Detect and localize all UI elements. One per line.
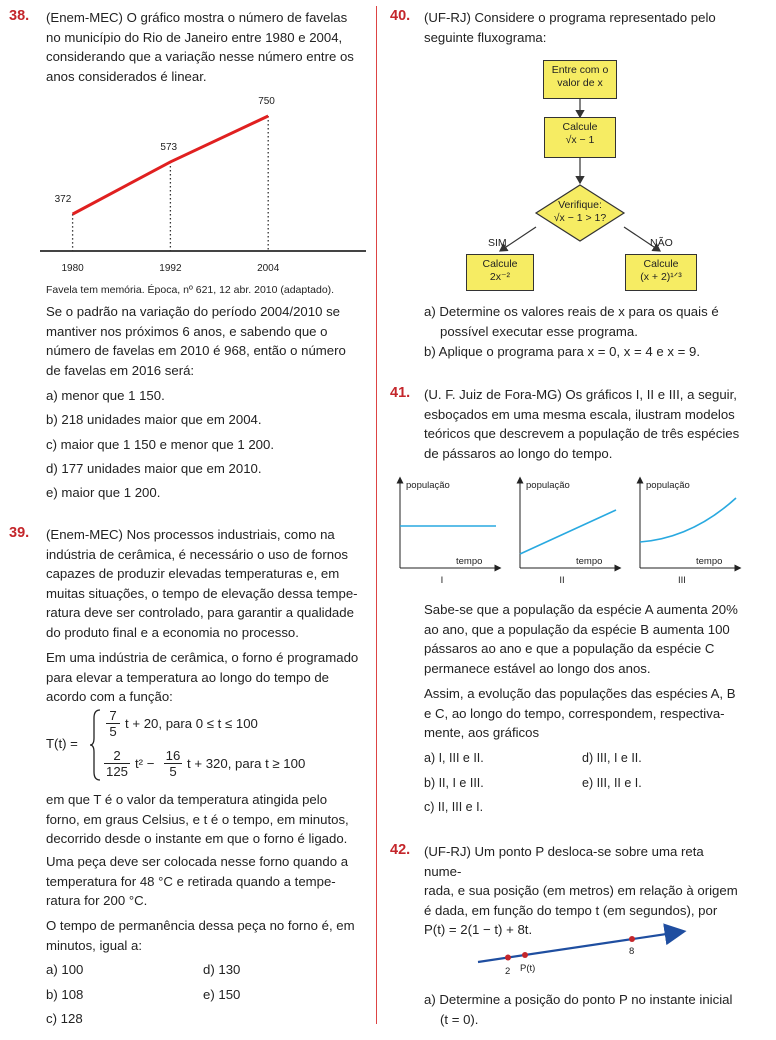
q41-intro-line: teóricos que descrevem a população de três espécies	[424, 426, 740, 441]
q41-intro-line: (U. F. Juiz de Fora-MG) Os gráficos I, II e III, a seguir,	[424, 387, 737, 402]
fc-right-line: (x + 2)¹ᐟ³	[640, 271, 682, 283]
q38-body-line: de favelas em 2016 será:	[46, 362, 195, 378]
fc-start-line: valor de x	[557, 77, 603, 89]
q39-body-line: minutos, igual a:	[46, 937, 143, 953]
point-p	[522, 952, 528, 958]
chart-data-label: 372	[54, 194, 72, 206]
chart-tick-label: 2004	[257, 263, 280, 274]
q39-body-line: em que T é o valor da temperatura atingida pelo	[46, 792, 328, 807]
q38-body	[46, 302, 366, 380]
q39-body4	[46, 916, 366, 955]
q39-option-c: c) 128	[46, 1011, 83, 1026]
q38-option-d: d) 177 unidades maior que em 2010.	[46, 461, 262, 476]
graph-2-curve	[520, 510, 616, 554]
q39-body-line: Uma peça deve ser colocada nesse forno quando a	[46, 854, 349, 869]
q38-option-a: a) menor que 1 150.	[46, 388, 165, 403]
q41-option-b: b) II, I e III.	[424, 776, 484, 790]
q40-number: 40.	[390, 8, 411, 24]
q40-item-line: possível executar esse programa.	[440, 323, 638, 339]
graph-1-ylabel: população	[406, 480, 450, 491]
q38-body-line: mantiver nos próximos 6 anos, e sabendo que o	[46, 323, 328, 339]
graph-3-curve	[640, 498, 736, 542]
favelas-line-chart	[40, 90, 370, 280]
q42-item-line: (t = 0).	[440, 1011, 479, 1027]
q38-option-c: c) maior que 1 150 e menor que 1 200.	[46, 437, 274, 452]
population-graphs	[392, 472, 742, 588]
q38-intro-line: (Enem-MEC) O gráfico mostra o número de favelas	[46, 10, 348, 25]
q39-body-line: ratura for 200 °C.	[46, 893, 148, 908]
q40-intro	[424, 8, 744, 47]
graph-1	[400, 480, 498, 586]
row2-mid: t² −	[135, 756, 155, 771]
column-divider	[376, 6, 377, 1024]
brace-icon	[90, 708, 102, 782]
q39-body3	[46, 852, 366, 911]
flowchart-check-text	[536, 199, 624, 225]
q41-intro	[424, 385, 744, 463]
q42-number: 42.	[390, 842, 411, 858]
point-8	[629, 936, 635, 942]
q39-number: 39.	[9, 525, 30, 541]
q41-body-line: e C, ao longo do tempo, correspondem, respectiva-	[424, 705, 725, 721]
q42-item-a	[424, 990, 754, 1029]
q38-option-b: b) 218 unidades maior que em 2004.	[46, 412, 262, 427]
q40-item-a	[424, 302, 744, 341]
q40-intro-line: seguinte fluxograma:	[424, 29, 547, 45]
frac2	[104, 748, 130, 779]
q40-intro-line: (UF-RJ) Considere o programa representado pelo	[424, 10, 716, 25]
q39-body-line: para elevar a temperatura ao longo do tempo de	[46, 669, 329, 685]
q39-body-line: acordo com a função:	[46, 689, 173, 704]
q39-intro-line: do produto final e a economia no processo.	[46, 624, 299, 640]
q41-option-d: d) III, I e II.	[582, 751, 642, 765]
q39-body-line: Em uma indústria de cerâmica, o forno é programado	[46, 650, 359, 665]
q38-intro	[46, 8, 366, 86]
q41-body-line: Assim, a evolução das populações das espécies A, B	[424, 686, 736, 701]
q39-option-e: e) 150	[203, 987, 241, 1002]
q38-number: 38.	[9, 8, 30, 24]
flowchart-yes-label: SIM	[488, 237, 507, 249]
q39-intro-line: ratura deve ser controlado, para garantir a qualidade	[46, 605, 354, 620]
label-p: P(t)	[520, 963, 536, 974]
graph-2	[520, 480, 618, 586]
q38-option-e: e) maior que 1 200.	[46, 485, 161, 500]
q40-item-line: a) Determine os valores reais de x para os quais é	[424, 304, 719, 319]
q41-option-e: e) III, II e I.	[582, 776, 642, 790]
q38-body-line: Se o padrão na variação do período 2004/2010 se	[46, 304, 341, 319]
frac3-denominator: 5	[169, 764, 177, 779]
flowchart-left-box	[466, 254, 534, 291]
graph-3-ylabel: população	[646, 480, 690, 491]
q39-body1	[46, 648, 366, 707]
q42-intro-line: é dada, em função do tempo t (em segundos), por	[424, 902, 718, 918]
fc-calc-line: Calcule	[562, 121, 598, 133]
graph-3-name: III	[678, 575, 686, 586]
point-2	[505, 955, 511, 961]
label-8: 8	[629, 946, 635, 957]
q39-intro-line: indústria de cerâmica, é necessário o uso de fornos	[46, 546, 349, 562]
q41-body-line: ao ano, que a população da espécie B aumenta 100	[424, 621, 730, 637]
q39-body-line: forno, em graus Celsius, e t é o tempo, em minutos,	[46, 811, 349, 827]
q38-body-line: número de favelas em 2010 é 968, então o número	[46, 343, 346, 358]
graph-3-xlabel: tempo	[696, 556, 723, 567]
q39-body-line: temperatura for 48 °C e retirada quando a tempe-	[46, 873, 336, 889]
label-2: 2	[505, 966, 511, 977]
frac1-denominator: 5	[109, 724, 117, 739]
fc-right-line: Calcule	[643, 258, 679, 270]
fc-check-line: √x − 1 > 1?	[553, 212, 607, 224]
piecewise-function	[46, 708, 366, 788]
q39-option-d: d) 130	[203, 962, 241, 977]
q39-intro	[46, 525, 366, 642]
fc-left-line: 2x⁻²	[489, 271, 511, 283]
q41-body-line: Sabe-se que a população da espécie A aumenta 20%	[424, 602, 738, 617]
frac3	[164, 748, 182, 779]
q38-intro-line: anos considerados é linear.	[46, 68, 207, 84]
q41-body-line: permanece estável ao longo dos anos.	[424, 660, 651, 676]
q40-item-b: b) Aplique o programa para x = 0, x = 4 e x = 9.	[424, 344, 701, 359]
graph-3	[640, 480, 738, 586]
frac1-numerator: 7	[106, 708, 120, 724]
flowchart-right-box	[625, 254, 697, 291]
q41-intro-line: esboçados em uma mesma escala, ilustram modelos	[424, 406, 735, 422]
flowchart-start-box	[543, 60, 617, 99]
fc-calc-line: √x − 1	[565, 134, 595, 146]
q42-intro-line: rada, e sua posição (em metros) em relação à origem	[424, 883, 738, 898]
q41-number: 41.	[390, 385, 411, 401]
q41-option-a: a) I, III e II.	[424, 751, 484, 765]
q39-intro-line: capazes de produzir elevadas temperaturas e, em	[46, 566, 340, 581]
flowchart-calc-box	[544, 117, 616, 158]
chart-data-label: 750	[258, 96, 275, 107]
q41-body-line: mente, aos gráficos	[424, 725, 540, 740]
q38-intro-line: considerando que a variação nesse número entre os	[46, 49, 354, 64]
frac3-numerator: 16	[165, 748, 181, 763]
chart-data-label: 573	[160, 141, 178, 153]
frac2-denominator: 125	[105, 764, 128, 779]
graph-1-name: I	[440, 575, 444, 586]
q39-body-line: O tempo de permanência dessa peça no forno é, em	[46, 918, 355, 933]
fc-left-line: Calcule	[482, 258, 518, 270]
q42-intro-line: (UF-RJ) Um ponto P desloca-se sobre uma reta nume-	[424, 844, 704, 879]
q41-body2	[424, 684, 744, 743]
q39-body2	[46, 790, 366, 849]
q39-intro-line: (Enem-MEC) Nos processos industriais, como na	[46, 527, 335, 542]
q41-intro-line: de pássaros ao longo do tempo.	[424, 445, 613, 461]
graph-2-ylabel: população	[526, 480, 570, 491]
frac2-numerator: 2	[104, 748, 130, 764]
graph-2-xlabel: tempo	[576, 556, 603, 567]
chart-tick-label: 1992	[159, 263, 182, 274]
fc-check-line: Verifique:	[558, 199, 602, 211]
row2-rest: t + 320, para t ≥ 100	[187, 756, 306, 771]
q41-body-line: pássaros ao ano e que a população da espécie C	[424, 641, 715, 656]
frac1	[106, 708, 120, 739]
chart-tick-label: 1980	[61, 263, 84, 274]
row1-rest: t + 20, para 0 ≤ t ≤ 100	[125, 716, 258, 731]
fc-start-line: Entre com o	[551, 64, 609, 76]
q38-source: Favela tem memória. Época, nº 621, 12 abr. 2010 (adaptado).	[46, 284, 335, 296]
q39-body-line: decorrido desde o instante em que o forno é ligado.	[46, 831, 348, 846]
q39-option-b: b) 108	[46, 987, 84, 1002]
flowchart-no-label: NÃO	[650, 237, 673, 249]
q38-intro-line: no município do Rio de Janeiro entre 1980 e 2004,	[46, 29, 343, 45]
q41-body1	[424, 600, 744, 678]
q39-option-a: a) 100	[46, 962, 84, 977]
q41-option-c: c) II, III e I.	[424, 800, 484, 814]
number-line	[470, 920, 700, 982]
q39-intro-line: muitas situações, o tempo de elevação dessa tempe-	[46, 585, 358, 601]
graph-2-name: II	[559, 575, 565, 586]
q42-item-line: a) Determine a posição do ponto P no instante inicial	[424, 992, 733, 1007]
q42-intro-line: P(t) = 2(1 − t) + 8t.	[424, 922, 533, 937]
function-lhs: T(t) =	[46, 736, 78, 751]
graph-1-xlabel: tempo	[456, 556, 483, 567]
